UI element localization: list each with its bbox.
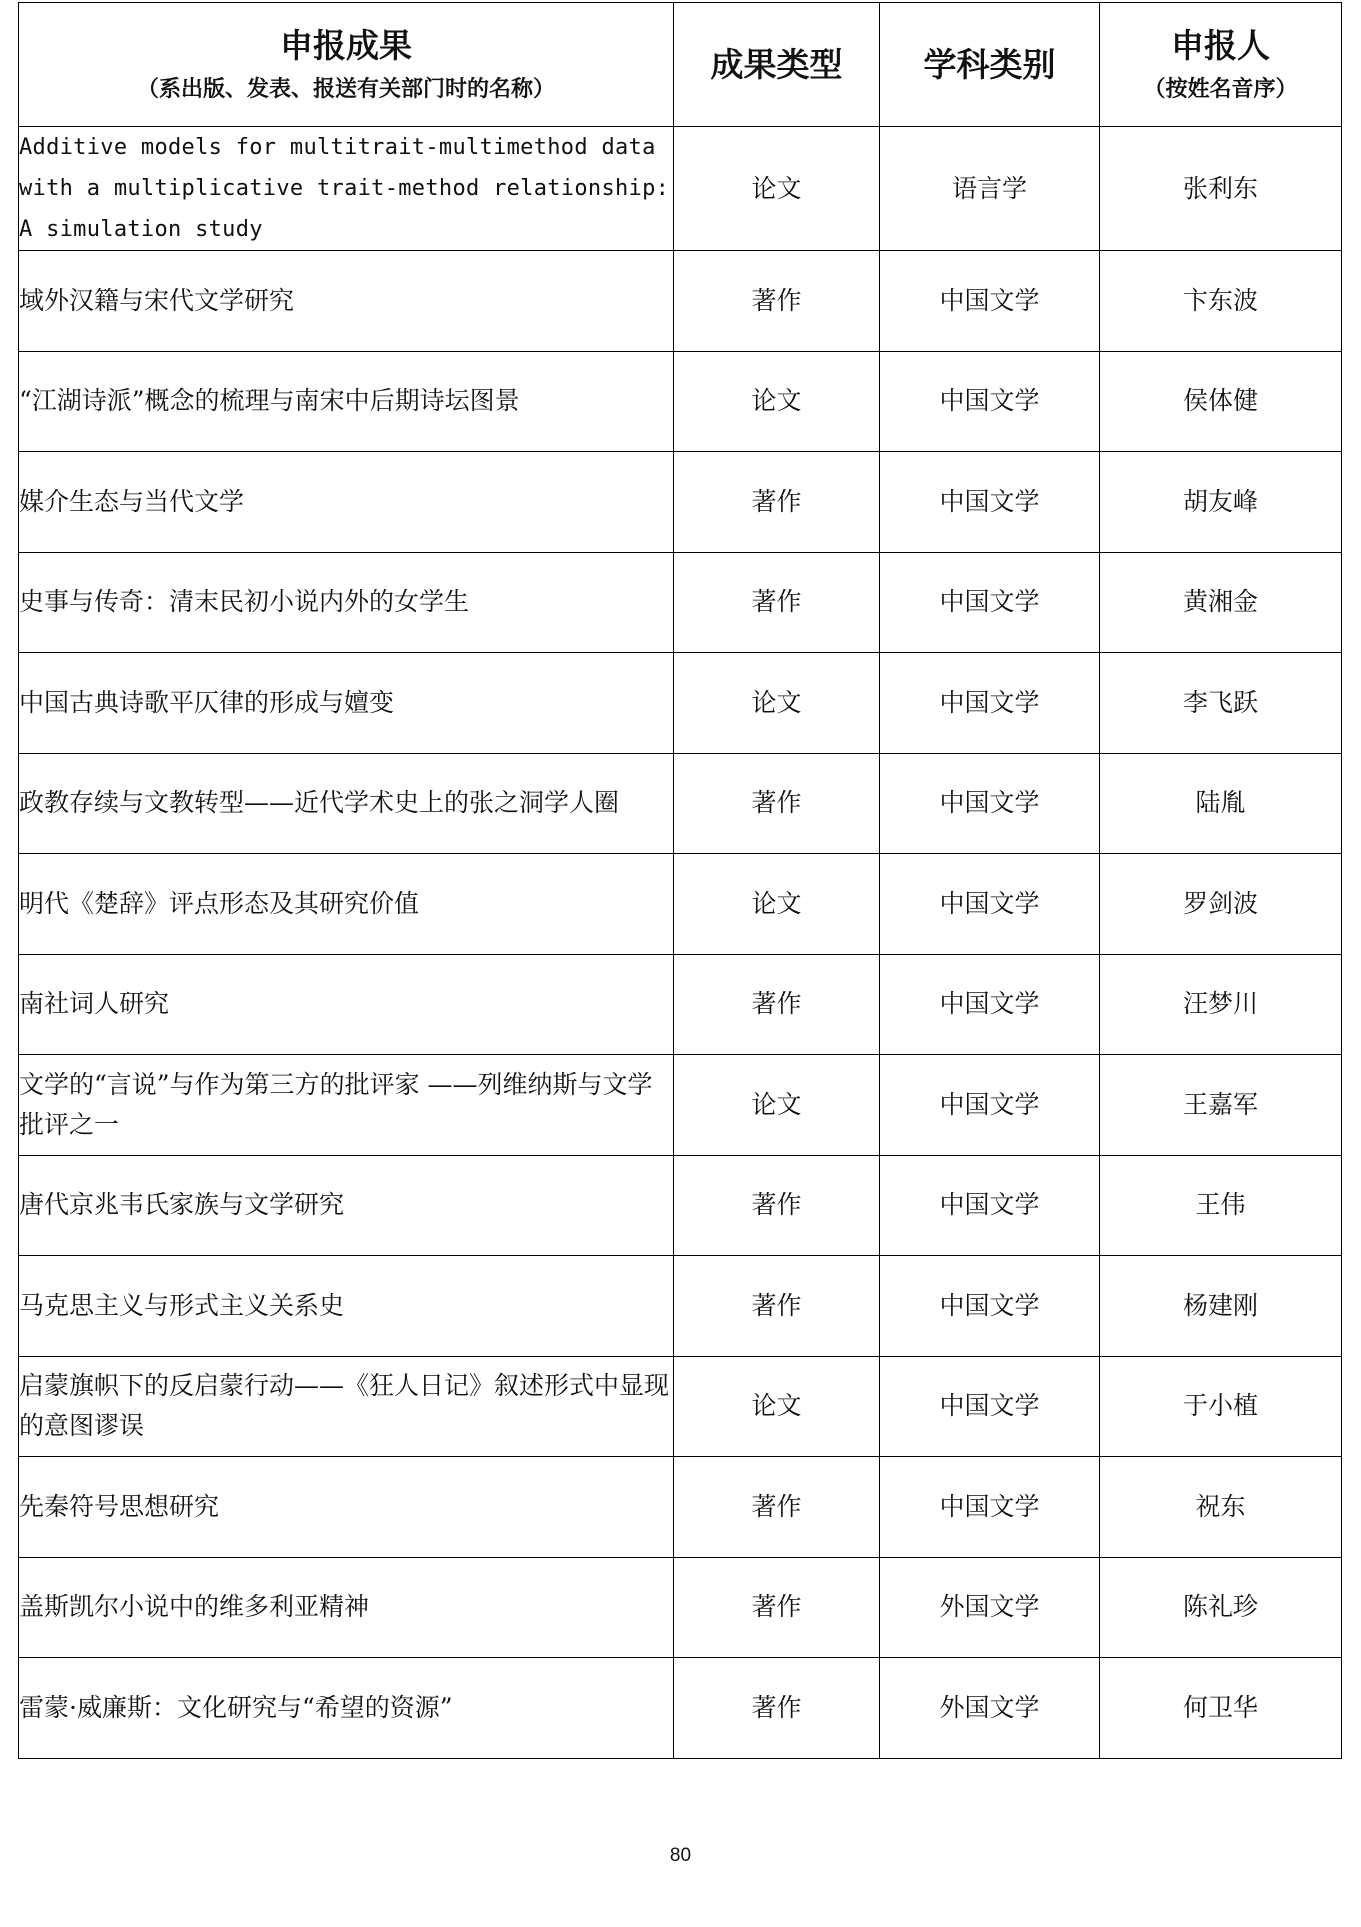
author-cell: 何卫华 xyxy=(1100,1658,1342,1759)
subject-cell: 中国文学 xyxy=(880,251,1100,352)
header-subject-main: 学科类别 xyxy=(923,44,1056,84)
author-cell: 侯体健 xyxy=(1100,351,1342,452)
author-cell: 罗剑波 xyxy=(1100,854,1342,955)
title-cell: Additive models for multitrait-multimethod data with a multiplicative trait-method relationship: A simulation study xyxy=(19,127,674,251)
author-cell: 胡友峰 xyxy=(1100,452,1342,553)
title-cell: 域外汉籍与宋代文学研究 xyxy=(19,251,674,352)
subject-cell: 中国文学 xyxy=(880,653,1100,754)
header-type-main: 成果类型 xyxy=(710,44,843,84)
title-cell: 明代《楚辞》评点形态及其研究价值 xyxy=(19,854,674,955)
table-row xyxy=(19,552,1342,653)
author-cell: 陆胤 xyxy=(1100,753,1342,854)
author-cell: 王嘉军 xyxy=(1100,1055,1342,1156)
table-row xyxy=(19,127,1342,251)
title-cell: 马克思主义与形式主义关系史 xyxy=(19,1256,674,1357)
type-cell: 著作 xyxy=(674,1557,880,1658)
author-cell: 于小植 xyxy=(1100,1356,1342,1457)
subject-cell: 中国文学 xyxy=(880,351,1100,452)
header-row xyxy=(19,3,1342,127)
title-cell: 政教存续与文教转型——近代学术史上的张之洞学人圈 xyxy=(19,753,674,854)
title-cell: 文学的“言说”与作为第三方的批评家 ——列维纳斯与文学批评之一 xyxy=(19,1055,674,1156)
title-cell: “江湖诗派”概念的梳理与南宋中后期诗坛图景 xyxy=(19,351,674,452)
table-row xyxy=(19,653,1342,754)
awards-table xyxy=(18,2,1342,1759)
type-cell: 论文 xyxy=(674,854,880,955)
header-title-cell xyxy=(19,3,674,127)
type-cell: 著作 xyxy=(674,954,880,1055)
author-cell: 祝东 xyxy=(1100,1457,1342,1558)
header-title-sub: （系出版、发表、报送有关部门时的名称） xyxy=(136,76,555,102)
type-cell: 著作 xyxy=(674,552,880,653)
header-author-cell xyxy=(1100,3,1342,127)
page-number: 80 xyxy=(669,1845,692,1866)
subject-cell: 外国文学 xyxy=(880,1557,1100,1658)
subject-cell: 外国文学 xyxy=(880,1658,1100,1759)
subject-cell: 语言学 xyxy=(880,127,1100,251)
type-cell: 论文 xyxy=(674,127,880,251)
type-cell: 著作 xyxy=(674,1457,880,1558)
author-cell: 杨建刚 xyxy=(1100,1256,1342,1357)
subject-cell: 中国文学 xyxy=(880,1356,1100,1457)
type-cell: 著作 xyxy=(674,1658,880,1759)
table-row xyxy=(19,452,1342,553)
author-cell: 黄湘金 xyxy=(1100,552,1342,653)
table-row xyxy=(19,753,1342,854)
header-title-main: 申报成果 xyxy=(280,25,412,65)
header-author-sub: （按姓名音序） xyxy=(1143,76,1298,102)
author-cell: 王伟 xyxy=(1100,1155,1342,1256)
type-cell: 论文 xyxy=(674,653,880,754)
title-cell: 唐代京兆韦氏家族与文学研究 xyxy=(19,1155,674,1256)
table-body xyxy=(19,127,1342,1759)
subject-cell: 中国文学 xyxy=(880,552,1100,653)
title-cell: 媒介生态与当代文学 xyxy=(19,452,674,553)
table-row xyxy=(19,1356,1342,1457)
author-cell: 李飞跃 xyxy=(1100,653,1342,754)
type-cell: 著作 xyxy=(674,251,880,352)
table-row xyxy=(19,954,1342,1055)
table-row xyxy=(19,1256,1342,1357)
header-author-main: 申报人 xyxy=(1171,25,1270,65)
type-cell: 著作 xyxy=(674,753,880,854)
subject-cell: 中国文学 xyxy=(880,1457,1100,1558)
type-cell: 论文 xyxy=(674,1356,880,1457)
table-row xyxy=(19,1457,1342,1558)
title-cell: 雷蒙·威廉斯：文化研究与“希望的资源” xyxy=(19,1658,674,1759)
table-row xyxy=(19,1557,1342,1658)
type-cell: 论文 xyxy=(674,1055,880,1156)
type-cell: 论文 xyxy=(674,351,880,452)
subject-cell: 中国文学 xyxy=(880,1256,1100,1357)
table-row xyxy=(19,251,1342,352)
author-cell: 汪梦川 xyxy=(1100,954,1342,1055)
subject-cell: 中国文学 xyxy=(880,452,1100,553)
subject-cell: 中国文学 xyxy=(880,954,1100,1055)
header-type-cell xyxy=(674,3,880,127)
title-cell: 史事与传奇：清末民初小说内外的女学生 xyxy=(19,552,674,653)
table-row xyxy=(19,1658,1342,1759)
title-cell: 启蒙旗帜下的反启蒙行动——《狂人日记》叙述形式中显现的意图谬误 xyxy=(19,1356,674,1457)
type-cell: 著作 xyxy=(674,452,880,553)
title-cell: 中国古典诗歌平仄律的形成与嬗变 xyxy=(19,653,674,754)
author-cell: 卞东波 xyxy=(1100,251,1342,352)
header-subject-cell xyxy=(880,3,1100,127)
table-header xyxy=(19,3,1342,127)
table-row xyxy=(19,351,1342,452)
type-cell: 著作 xyxy=(674,1256,880,1357)
type-cell: 著作 xyxy=(674,1155,880,1256)
title-cell: 先秦符号思想研究 xyxy=(19,1457,674,1558)
title-cell: 盖斯凯尔小说中的维多利亚精神 xyxy=(19,1557,674,1658)
subject-cell: 中国文学 xyxy=(880,753,1100,854)
author-cell: 张利东 xyxy=(1100,127,1342,251)
table-row xyxy=(19,1155,1342,1256)
subject-cell: 中国文学 xyxy=(880,1055,1100,1156)
table-row xyxy=(19,854,1342,955)
table-row xyxy=(19,1055,1342,1156)
subject-cell: 中国文学 xyxy=(880,854,1100,955)
author-cell: 陈礼珍 xyxy=(1100,1557,1342,1658)
title-cell: 南社词人研究 xyxy=(19,954,674,1055)
subject-cell: 中国文学 xyxy=(880,1155,1100,1256)
